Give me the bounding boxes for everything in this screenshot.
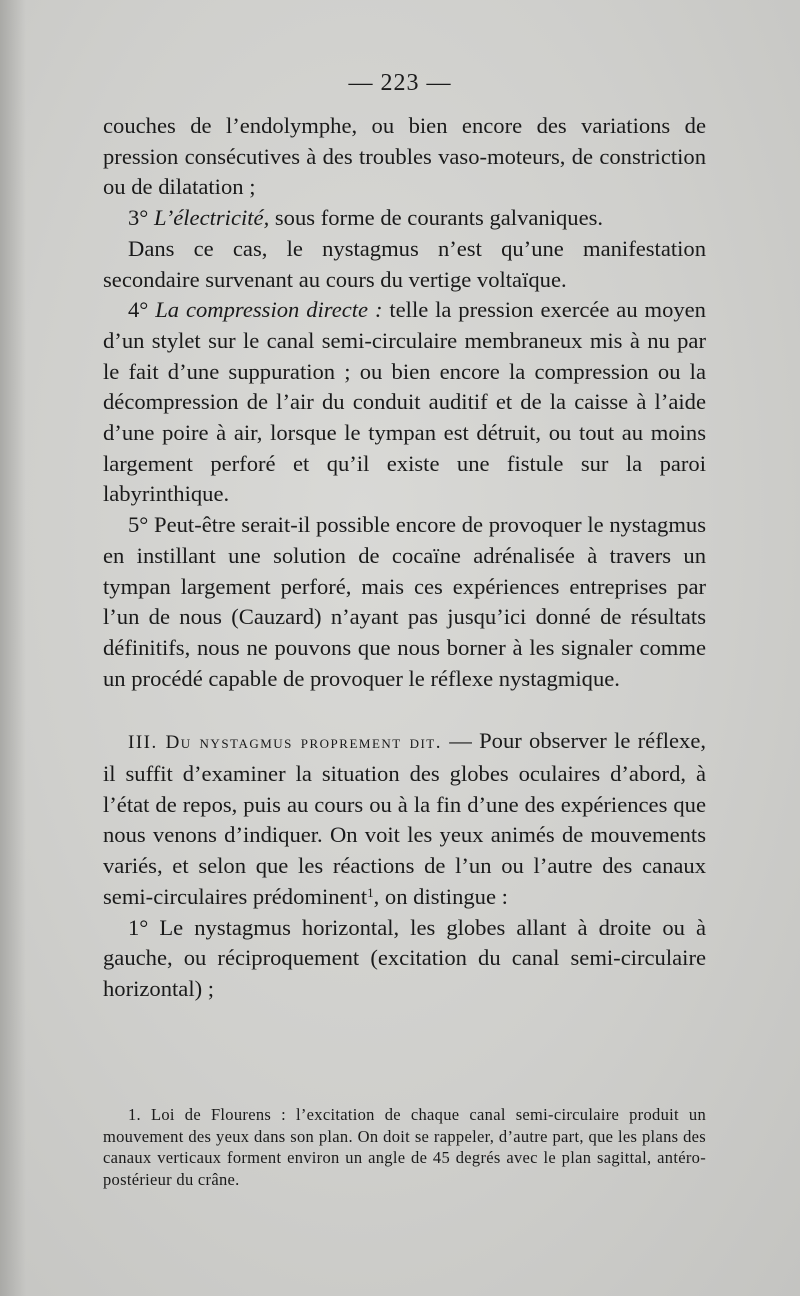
- paragraph-2: [103, 203, 706, 234]
- list-number: 3°: [128, 205, 149, 231]
- footnote-1: 1. Loi de Flourens : l’excitation de chaque canal semi-circulaire produit un mouvement des yeux dans son plan. On doit se rappeler, d’autre part, que les plans des canaux verticaux forment environ un angle de 45 degrés avec le plan sagittal, antéro-postérieur du crâne.: [103, 1105, 706, 1189]
- paragraph-1: couches de l’endolymphe, ou bien encore des variations de pression consécutives à des troubles vaso-moteurs, de constriction ou de dilatation ;: [103, 113, 706, 200]
- paragraph-3: Dans ce cas, le nystagmus n’est qu’une manifestation secondaire survenant au cours du vertige voltaïque.: [103, 235, 706, 292]
- page-edge-shadow: [0, 0, 26, 1296]
- item-title: La compression directe :: [155, 297, 383, 323]
- paragraph-text: sous forme de courants galvaniques.: [274, 205, 604, 231]
- paragraph-7: 1° Le nystagmus horizontal, les globes allant à droite ou à gauche, ou réciproquement (excitation du canal semi-circulaire horizontal) ;: [103, 914, 706, 1001]
- footnote-reference[interactable]: 1: [367, 884, 374, 900]
- section-heading: III. Du nystagmus proprement dit.: [128, 732, 442, 754]
- paragraph-4: [103, 295, 706, 510]
- paragraph-5: 5° Peut-être serait-il possible encore de provoquer le nystagmus en instillant une solution de cocaïne adrénalisée à travers un tympan largement perforé, mais ces expériences entreprises par l’un de nous (Cauzard) n’ayant pas jusqu’ici donné de résultats définitifs, nous ne pouvons que nous borner à les signaler comme un procédé capable de provoquer le réflexe nystagmique.: [103, 512, 706, 691]
- paragraph-text-end: , on distingue :: [373, 883, 508, 909]
- paragraph-text: — Pour observer le réflexe, il suffit d’examiner la situation des globes oculaires d’abord, à l’état de repos, puis au cours ou à la fin d’une des expériences que nous venons d’indiquer. On voit les yeux animés de mouvements variés, et selon que les réactions de l’un ou l’autre des canaux semi-circulaires prédominent: [103, 728, 707, 909]
- body-text: [103, 111, 706, 1005]
- page-number: — 223 —: [348, 70, 452, 96]
- section-paragraph: [103, 726, 706, 912]
- list-number: 4°: [128, 297, 149, 323]
- paragraph-text: telle la pression exercée au moyen d’un stylet sur le canal semi-circulaire membraneux mis à nu par le fait d’une suppuration ; ou bien encore la compression ou la décompression de l’air du conduit auditif et de la caisse à l’aide d’une poire à air, lorsque le tympan est détruit, ou tout au moins largement perforé et qu’il existe une fistule sur la paroi labyrinthique.: [103, 297, 706, 507]
- item-title: L’électricité,: [154, 205, 270, 231]
- footnotes: [103, 1104, 706, 1190]
